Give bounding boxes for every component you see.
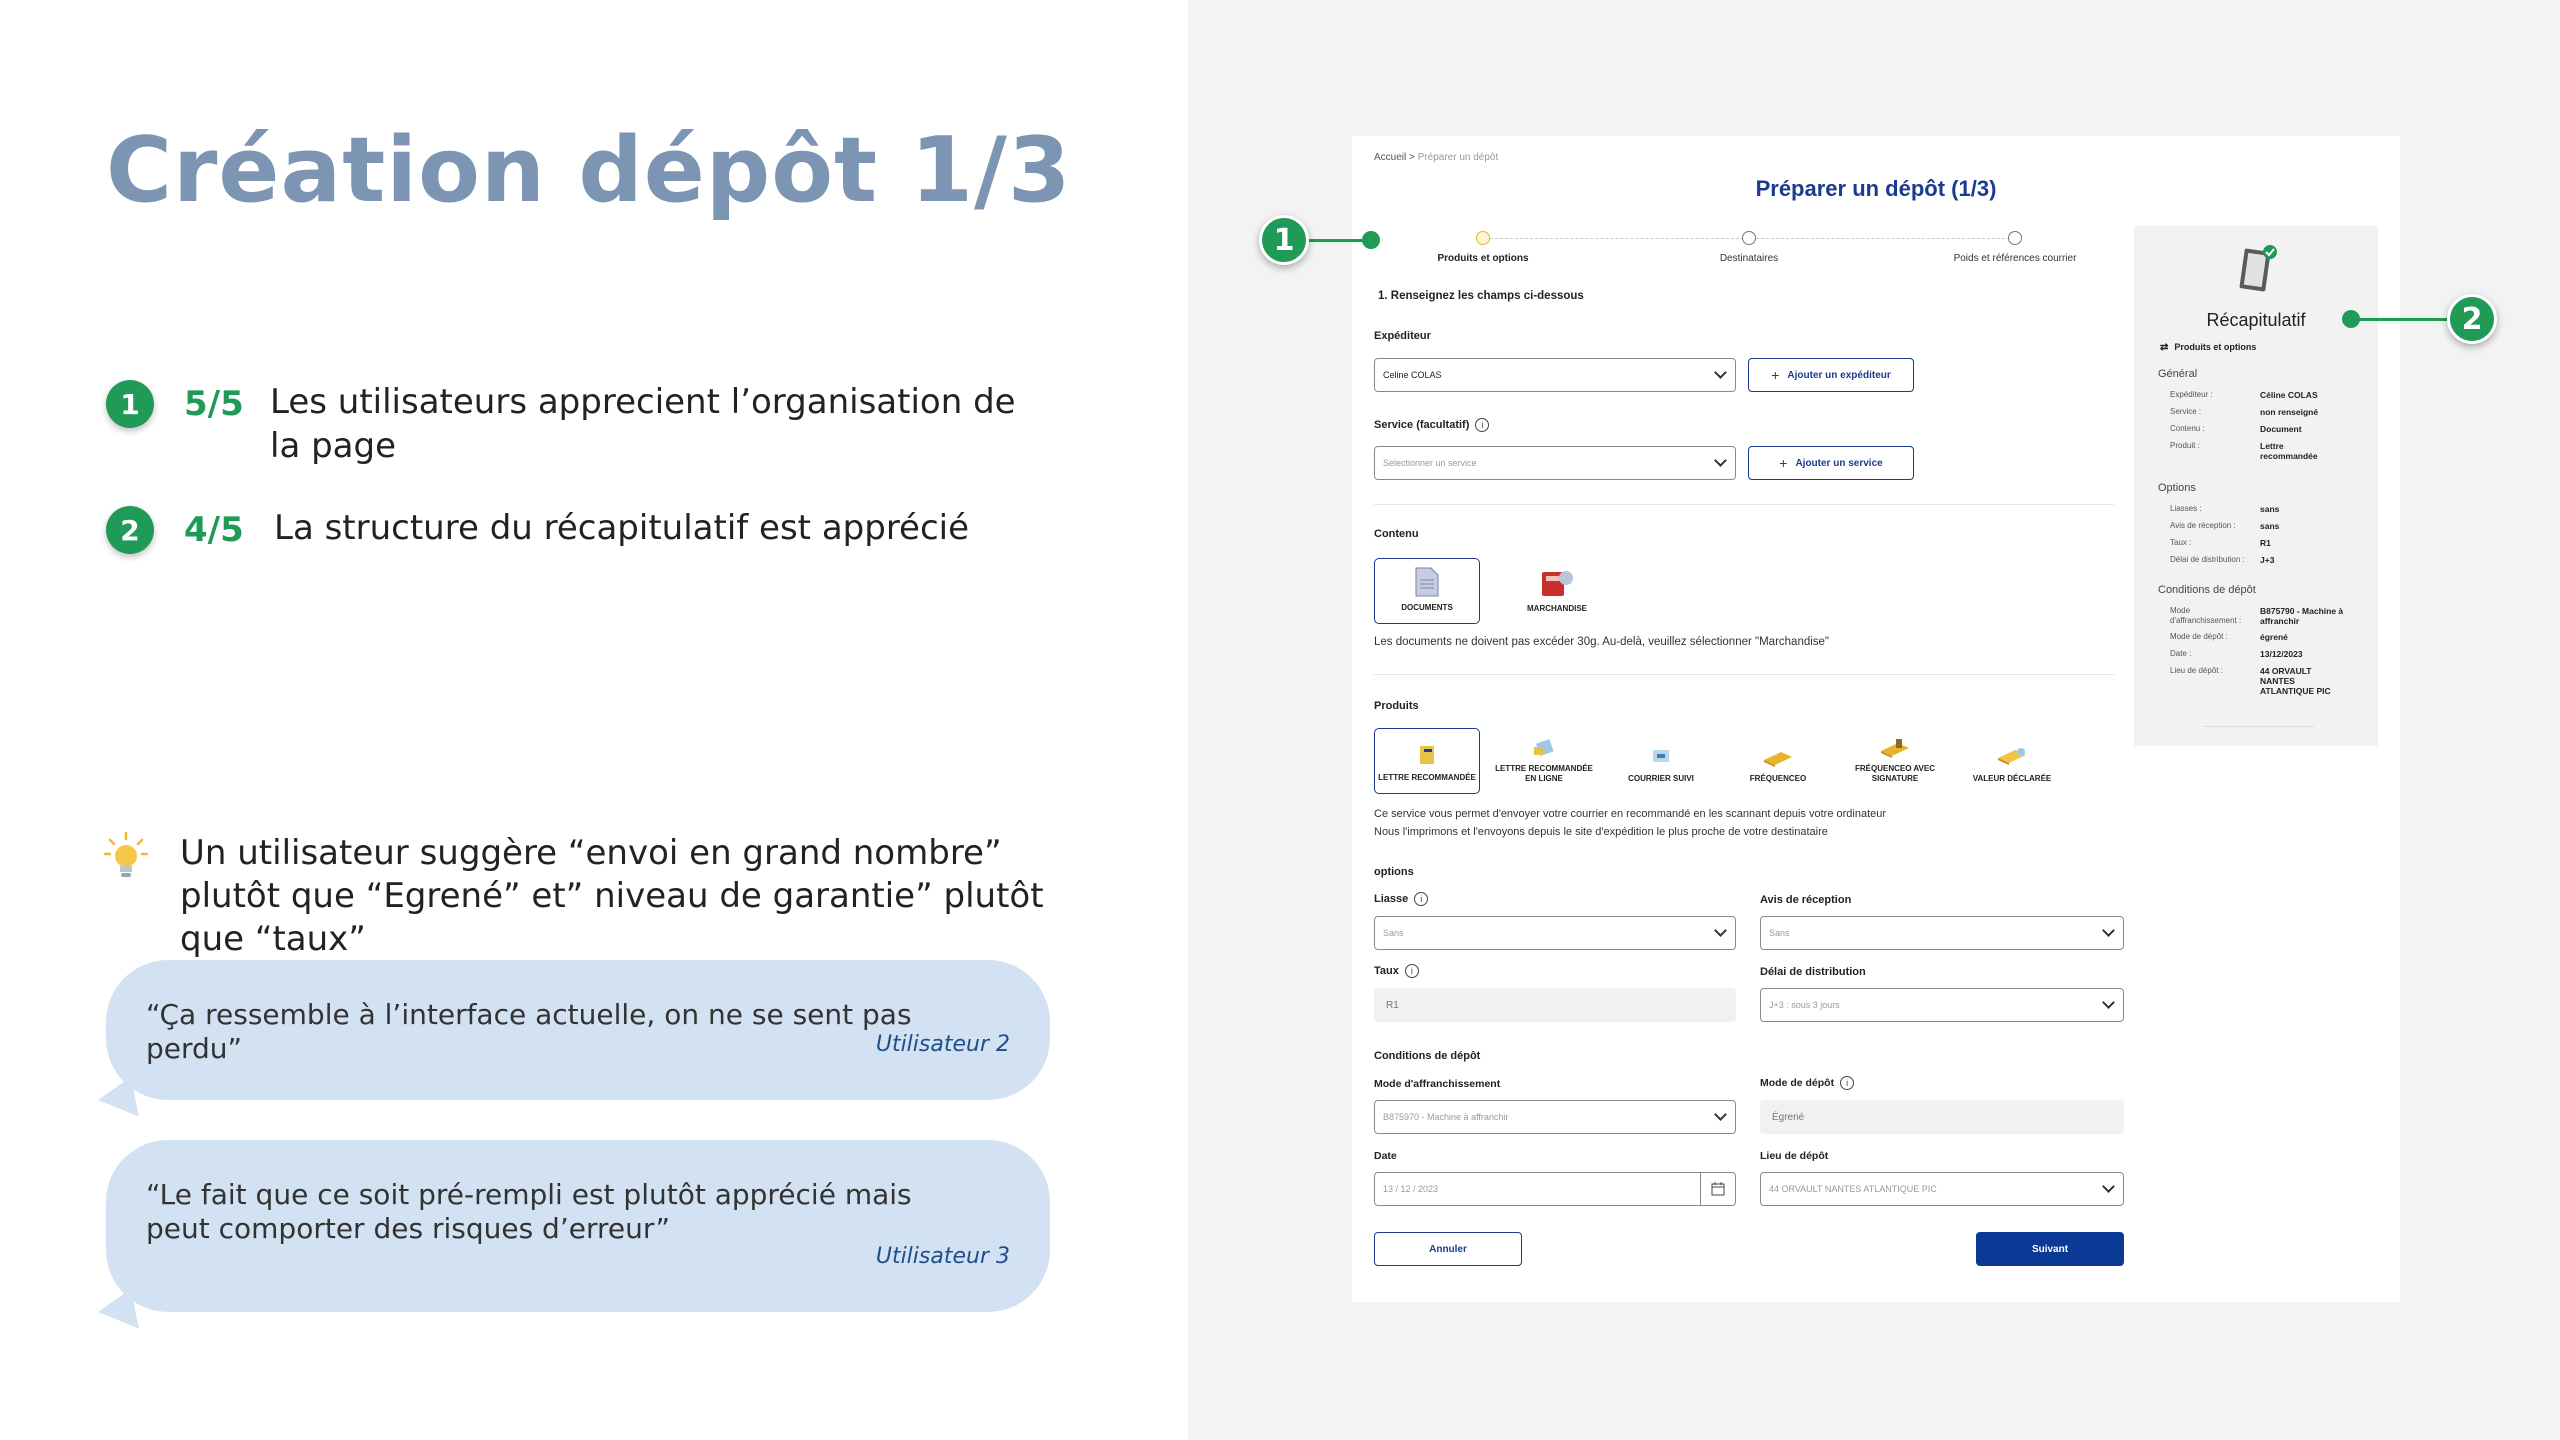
chevron-down-icon — [1714, 924, 1727, 937]
recap-group-title: Général — [2158, 368, 2198, 380]
recap-value: égrené — [2260, 632, 2288, 642]
next-button[interactable]: Suivant — [1976, 1232, 2124, 1266]
recap-filter[interactable] — [2160, 342, 2256, 353]
taux-value: R1 — [1386, 999, 1399, 1011]
expediteur-value: Celine COLAS — [1383, 370, 1442, 380]
product-card-label: FRÉQUENCEO — [1749, 774, 1807, 783]
divider — [1374, 674, 2114, 675]
chevron-down-icon — [1714, 366, 1727, 379]
recap-key: Mode d'affranchissement : — [2170, 606, 2242, 625]
step-1-label: Produits et options — [1437, 253, 1529, 264]
page-title: Préparer un dépôt (1/3) — [1755, 176, 1997, 201]
callout-2-line — [2354, 318, 2450, 321]
expediteur-label: Expéditeur — [1374, 330, 1431, 342]
contenu-card-marchandise[interactable] — [1504, 558, 1610, 624]
breadcrumb-separator: > — [1409, 152, 1415, 163]
recap-group-title: Options — [2158, 482, 2196, 494]
contenu-card-label: DOCUMENTS — [1401, 603, 1453, 612]
add-expediteur-button[interactable] — [1748, 358, 1914, 392]
recap-key: Service : — [2170, 407, 2202, 416]
recap-key: Mode de dépôt : — [2170, 632, 2228, 641]
delai-label: Délai de distribution — [1760, 966, 1866, 978]
recap-filter-label: Produits et options — [2174, 342, 2257, 352]
feedback-text-1: Les utilisateurs apprecient l’organisation de la page — [270, 382, 1016, 466]
service-select[interactable] — [1374, 446, 1736, 480]
mode-depot-label — [1760, 1076, 1854, 1090]
chevron-down-icon — [2102, 996, 2115, 1009]
date-value: 13 / 12 / 2023 — [1383, 1184, 1439, 1194]
feedback-item-2 — [106, 506, 1034, 554]
recap-value: non renseigné — [2260, 407, 2319, 417]
slide-left-panel — [0, 0, 1188, 1440]
product-card-label: COURRIER SUIVI — [1628, 774, 1694, 783]
quote-bubble-2 — [106, 1140, 1050, 1312]
produits-cards — [1374, 728, 2114, 794]
step-2-indicator — [1742, 231, 1756, 245]
product-card-lettre-recommandee[interactable] — [1374, 728, 1480, 794]
product-card-frequenceo[interactable] — [1725, 728, 1831, 794]
quote-bubble-1 — [106, 960, 1050, 1100]
recap-panel — [2134, 226, 2378, 746]
options-label: options — [1374, 866, 1414, 878]
app-screenshot — [1352, 136, 2400, 1302]
avis-select[interactable] — [1760, 916, 2124, 950]
recap-value: 13/12/2023 — [2260, 649, 2303, 659]
form-instruction: 1. Renseignez les champs ci-dessous — [1378, 290, 1584, 302]
letter-online-icon — [1530, 738, 1558, 760]
product-card-lettre-recommandee-en-ligne[interactable] — [1491, 728, 1597, 794]
chevron-down-icon — [1714, 454, 1727, 467]
expediteur-select[interactable] — [1374, 358, 1736, 392]
mode-depot-field — [1760, 1100, 2124, 1134]
mode-aff-select[interactable] — [1374, 1100, 1736, 1134]
taux-label — [1374, 964, 1419, 978]
product-card-label: LETTRE RECOMMANDÉE EN LIGNE — [1495, 764, 1593, 783]
lieu-select[interactable] — [1760, 1172, 2124, 1206]
step-3-indicator — [2008, 231, 2022, 245]
liasse-label — [1374, 892, 1428, 906]
avis-value: Sans — [1769, 928, 1790, 938]
step-1-indicator — [1476, 231, 1490, 245]
feedback-text-2: La structure du récapitulatif est apprécié — [274, 508, 970, 548]
product-card-valeur-declaree[interactable] — [1959, 728, 2065, 794]
quote-author-2: Utilisateur 3 — [875, 1244, 1010, 1269]
feedback-number-1: 1 — [106, 380, 154, 428]
lieu-label: Lieu de dépôt — [1760, 1150, 1829, 1162]
product-card-label: VALEUR DÉCLARÉE — [1972, 774, 2052, 783]
document-icon — [1414, 567, 1440, 597]
recap-value: R1 — [2260, 538, 2271, 548]
user-suggestion: Un utilisateur suggère “envoi en grand nombre” plutôt que “Egrené” et” niveau de garantie” plutôt que “taux” — [180, 833, 1044, 959]
contenu-note: Les documents ne doivent pas excéder 30g. Au-delà, veuillez sélectionner "Marchandise" — [1374, 636, 1830, 648]
callout-1-badge: 1 — [1259, 215, 1309, 265]
recap-value: sans — [2260, 504, 2280, 514]
recap-key: Liasses : — [2170, 504, 2202, 513]
produits-note-line-1: Ce service vous permet d'envoyer votre courrier en recommandé en les scannant depuis votre ordinateur — [1374, 808, 1887, 820]
contenu-card-documents[interactable] — [1374, 558, 1480, 624]
product-card-label: LETTRE RECOMMANDÉE — [1378, 773, 1476, 782]
mode-aff-value: B875970 - Machine à affranchir — [1383, 1112, 1509, 1122]
liasse-select[interactable] — [1374, 916, 1736, 950]
frequenceo-signature-icon — [1878, 738, 1912, 760]
product-card-label: FRÉQUENCEO AVEC SIGNATURE — [1854, 764, 1935, 783]
add-service-button[interactable] — [1748, 446, 1914, 480]
breadcrumb — [1374, 152, 1498, 163]
recap-key: Contenu : — [2170, 424, 2205, 433]
sliders-icon: ⇄ — [2160, 342, 2169, 353]
produits-label: Produits — [1374, 700, 1419, 712]
recap-value: J+3 — [2260, 555, 2275, 565]
mode-depot-value: Égrené — [1772, 1111, 1805, 1123]
feedback-score-2: 4/5 — [184, 510, 244, 550]
liasse-value: Sans — [1383, 928, 1404, 938]
info-icon[interactable]: i — [1405, 964, 1419, 978]
callout-2-badge: 2 — [2447, 294, 2497, 344]
breadcrumb-home[interactable]: Accueil — [1374, 152, 1407, 163]
add-service-label: Ajouter un service — [1795, 457, 1883, 469]
recap-value: sans — [2260, 521, 2280, 531]
recap-key: Avis de réception : — [2170, 521, 2236, 530]
tracked-mail-icon — [1649, 746, 1673, 768]
plus-icon: + — [1779, 455, 1788, 471]
liasse-label-text: Liasse — [1374, 892, 1409, 905]
quote-author-1: Utilisateur 2 — [875, 1032, 1010, 1057]
service-label-text: Service (facultatif) — [1374, 418, 1470, 431]
plus-icon: + — [1771, 367, 1780, 383]
conditions-label: Conditions de dépôt — [1374, 1050, 1481, 1062]
clipboard-check-icon — [2234, 240, 2280, 298]
product-card-frequenceo-signature[interactable] — [1842, 728, 1948, 794]
recap-value: Document — [2260, 424, 2302, 434]
calendar-icon[interactable] — [1711, 1182, 1725, 1196]
feedback-score-1: 5/5 — [184, 384, 244, 424]
date-input[interactable] — [1374, 1172, 1736, 1206]
quote-text-1: “Ça ressemble à l’interface actuelle, on ne se sent pas perdu” — [146, 998, 912, 1065]
recap-key: Délai de distribution : — [2170, 555, 2245, 564]
mode-aff-label: Mode d'affranchissement — [1374, 1078, 1501, 1090]
breadcrumb-current: Préparer un dépôt — [1417, 152, 1499, 163]
step-2-label: Destinataires — [1719, 253, 1779, 264]
divider — [1374, 504, 2114, 505]
cancel-button[interactable]: Annuler — [1374, 1232, 1522, 1266]
recap-key: Taux : — [2170, 538, 2192, 547]
service-placeholder: Selectionner un service — [1383, 458, 1477, 468]
feedback-number-2: 2 — [106, 506, 154, 554]
declared-value-icon — [1995, 746, 2029, 768]
recap-key: Expéditeur : — [2170, 390, 2213, 399]
service-label — [1374, 418, 1489, 432]
step-3-label: Poids et références courrier — [1953, 253, 2077, 264]
divider — [2204, 726, 2314, 727]
recap-value: Céline COLAS — [2260, 390, 2318, 400]
date-label: Date — [1374, 1150, 1397, 1162]
frequenceo-icon — [1761, 748, 1795, 768]
recap-value: 44 ORVAULT NANTES ATLANTIQUE PIC — [2260, 666, 2331, 696]
callout-1-dot — [1362, 231, 1380, 249]
contenu-card-label: MARCHANDISE — [1527, 604, 1587, 613]
recap-value: B875790 - Machine à affranchir — [2260, 606, 2344, 626]
recap-title: Récapitulatif — [2206, 310, 2306, 330]
recap-key: Lieu de dépôt : — [2170, 666, 2223, 675]
contenu-label: Contenu — [1374, 528, 1419, 540]
taux-field — [1374, 988, 1736, 1022]
package-icon — [1540, 568, 1574, 598]
callout-2-dot — [2342, 310, 2360, 328]
product-card-courrier-suivi[interactable] — [1608, 728, 1714, 794]
chevron-down-icon — [2102, 1180, 2115, 1193]
taux-label-text: Taux — [1374, 964, 1399, 977]
letter-icon — [1416, 743, 1438, 767]
info-icon[interactable]: i — [1840, 1076, 1854, 1090]
recap-key: Produit : — [2170, 441, 2200, 450]
avis-label: Avis de réception — [1760, 894, 1852, 906]
chevron-down-icon — [1714, 1108, 1727, 1121]
mode-depot-label-text: Mode de dépôt — [1760, 1076, 1835, 1089]
produits-note-line-2: Nous l'imprimons et l'envoyons depuis le site d'expédition le plus proche de votre destinataire — [1374, 826, 1828, 838]
slide-title: Création dépôt 1/3 — [106, 118, 1072, 223]
recap-group-title: Conditions de dépôt — [2158, 584, 2256, 596]
feedback-item-1 — [106, 380, 1030, 468]
chevron-down-icon — [2102, 924, 2115, 937]
info-icon[interactable]: i — [1475, 418, 1489, 432]
recap-value: Lettre recommandée — [2260, 441, 2318, 461]
delai-value: J+3 : sous 3 jours — [1769, 1000, 1840, 1010]
lieu-value: 44 ORVAULT NANTES ATLANTIQUE PIC — [1769, 1184, 1937, 1194]
recap-key: Date : — [2170, 649, 2192, 658]
info-icon[interactable]: i — [1414, 892, 1428, 906]
delai-select[interactable] — [1760, 988, 2124, 1022]
lightbulb-icon — [104, 832, 148, 882]
quote-text-2: “Le fait que ce soit pré-rempli est plutôt apprécié mais peut comporter des risques d’erreur” — [146, 1178, 912, 1245]
add-expediteur-label: Ajouter un expéditeur — [1787, 369, 1891, 381]
